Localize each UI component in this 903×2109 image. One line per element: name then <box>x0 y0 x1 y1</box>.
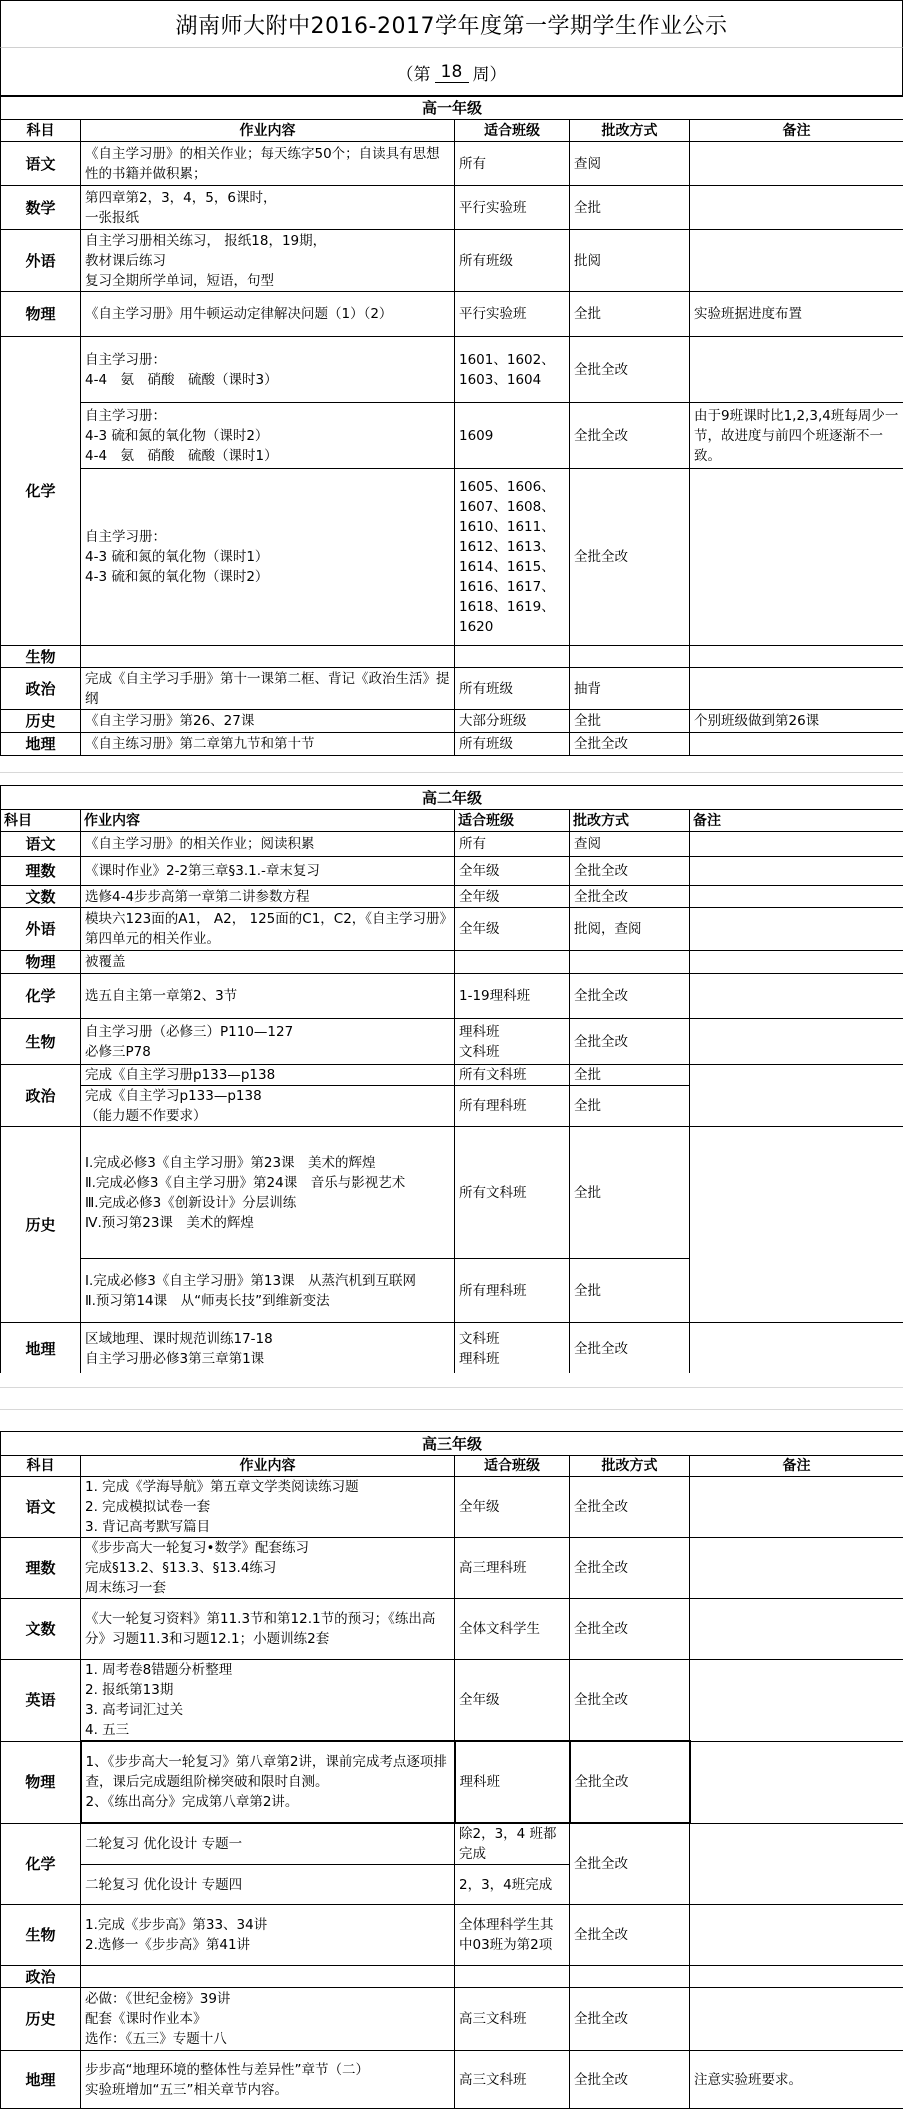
classes-cell <box>455 646 570 668</box>
content-cell: 1. 周考卷8错题分析整理 2. 报纸第13期 3. 高考词汇过关 4. 五三 <box>81 1660 455 1742</box>
subject-cell: 物理 <box>1 1741 81 1823</box>
subject-cell: 语文 <box>1 142 81 186</box>
classes-cell: 1609 <box>455 403 570 469</box>
table-row <box>1 230 903 292</box>
note-cell <box>690 646 903 668</box>
subject-cell: 语文 <box>1 832 81 857</box>
note-cell <box>690 668 903 710</box>
note-cell: 注意实验班要求。 <box>690 2051 903 2109</box>
subject-cell: 化学 <box>1 974 81 1019</box>
content-cell: 自主学习册： 4-4 氨 硝酸 硫酸（课时3） <box>81 337 455 403</box>
note-cell: 实验班据进度布置 <box>690 292 903 337</box>
col-subject: 科目 <box>1 120 81 142</box>
note-cell <box>690 1823 903 1905</box>
table-row <box>1 403 903 469</box>
method-cell <box>570 1966 690 1988</box>
subject-cell: 历史 <box>1 1988 81 2051</box>
subject-cell: 地理 <box>1 733 81 756</box>
subject-cell: 政治 <box>1 1966 81 1988</box>
content-cell: 自主学习册： 4-3 硫和氮的氧化物（课时1） 4-3 硫和氮的氧化物（课时2） <box>81 469 455 646</box>
classes-cell: 理科班 <box>455 1741 570 1823</box>
week-prefix: （第 <box>397 60 431 85</box>
subject-cell: 语文 <box>1 1477 81 1538</box>
subject-cell: 生物 <box>1 646 81 668</box>
classes-cell: 高三文科班 <box>455 1988 570 2051</box>
content-cell <box>81 646 455 668</box>
method-cell: 批阅，查阅 <box>570 908 690 951</box>
content-cell: 步步高“地理环境的整体性与差异性”章节（二） 实验班增加“五三”相关章节内容。 <box>81 2051 455 2109</box>
classes-cell: 全体理科学生其中03班为第2项 <box>455 1905 570 1966</box>
content-cell: 自主学习册相关练习， 报纸18，19期， 教材课后练习 复习全期所学单词，短语，句型 <box>81 230 455 292</box>
table-row <box>1 646 903 668</box>
method-cell: 全批全改 <box>570 1741 690 1823</box>
classes-cell: 所有 <box>455 832 570 857</box>
method-cell: 全批全改 <box>570 886 690 908</box>
classes-cell: 全年级 <box>455 857 570 886</box>
method-cell <box>570 646 690 668</box>
content-cell <box>81 1966 455 1988</box>
subject-cell: 物理 <box>1 951 81 974</box>
table-row <box>1 1323 903 1375</box>
content-cell: 《自主学习册》的相关作业；阅读积累 <box>81 832 455 857</box>
classes-cell: 全年级 <box>455 908 570 951</box>
content-cell: 二轮复习 优化设计 专题一 <box>81 1823 455 1865</box>
table-row <box>1 886 903 908</box>
table-row <box>1 292 903 337</box>
col-classes: 适合班级 <box>455 810 570 832</box>
grade2-title: 高二年级 <box>1 786 903 810</box>
table-row <box>1 908 903 951</box>
note-cell <box>690 186 903 230</box>
content-cell: 1.完成《步步高》第33、34讲 2.选修一《步步高》第41讲 <box>81 1905 455 1966</box>
note-cell <box>690 1660 903 1742</box>
table-row <box>1 668 903 710</box>
subject-cell: 历史 <box>1 710 81 733</box>
subject-cell: 数学 <box>1 186 81 230</box>
subject-cell: 生物 <box>1 1905 81 1966</box>
method-cell: 全批 <box>570 292 690 337</box>
note-cell <box>690 1019 903 1065</box>
method-cell: 全批全改 <box>570 1823 690 1905</box>
col-subject: 科目 <box>1 810 81 832</box>
classes-cell: 大部分班级 <box>455 710 570 733</box>
table-row <box>1 857 903 886</box>
note-cell <box>690 1599 903 1660</box>
content-cell: 自主学习册（必修三）P110—127 必修三P78 <box>81 1019 455 1065</box>
col-content: 作业内容 <box>81 1456 455 1477</box>
note-cell <box>690 1988 903 2051</box>
subject-cell: 理数 <box>1 1538 81 1599</box>
method-cell: 全批 <box>570 1086 690 1127</box>
table-row <box>1 186 903 230</box>
note-cell: 个别班级做到第26课 <box>690 710 903 733</box>
note-cell <box>690 142 903 186</box>
classes-cell: 高三理科班 <box>455 1538 570 1599</box>
subject-cell: 政治 <box>1 1065 81 1127</box>
subject-cell: 外语 <box>1 908 81 951</box>
table-row <box>1 1741 903 1823</box>
classes-cell: 所有文科班 <box>455 1065 570 1086</box>
subject-cell: 物理 <box>1 292 81 337</box>
grade1-title: 高一年级 <box>1 96 903 120</box>
note-cell <box>690 1127 903 1323</box>
content-cell: 完成《自主学习p133—p138 （能力题不作要求） <box>81 1086 455 1127</box>
classes-cell: 全年级 <box>455 886 570 908</box>
classes-cell: 平行实验班 <box>455 186 570 230</box>
classes-cell: 全体文科学生 <box>455 1599 570 1660</box>
table-row <box>1 1599 903 1660</box>
method-cell: 查阅 <box>570 832 690 857</box>
classes-cell: 全年级 <box>455 1477 570 1538</box>
content-cell: 区域地理、课时规范训练17-18 自主学习册必修3第三章第1课 <box>81 1323 455 1375</box>
subject-cell: 历史 <box>1 1127 81 1323</box>
content-cell: 《自主学习册》的相关作业；每天练字50个；自读具有思想性的书籍并做积累； <box>81 142 455 186</box>
col-classes: 适合班级 <box>455 120 570 142</box>
content-cell: 《课时作业》2-2第三章§3.1.-章末复习 <box>81 857 455 886</box>
method-cell: 全批全改 <box>570 1477 690 1538</box>
method-cell: 全批全改 <box>570 1323 690 1375</box>
classes-cell: 平行实验班 <box>455 292 570 337</box>
content-cell: 完成《自主学习手册》第十一课第二框、背记《政治生活》提纲 <box>81 668 455 710</box>
classes-cell: 1-19理科班 <box>455 974 570 1019</box>
subject-cell: 地理 <box>1 2051 81 2109</box>
classes-cell <box>455 1966 570 1988</box>
week-line <box>0 47 903 97</box>
table-row <box>1 710 903 733</box>
note-cell <box>690 1905 903 1966</box>
classes-cell: 1601、1602、 1603、1604 <box>455 337 570 403</box>
table-row <box>1 1988 903 2051</box>
content-cell: 《大一轮复习资料》第11.3节和第12.1节的预习；《练出高分》习题11.3和习题12.1；小题训练2套 <box>81 1599 455 1660</box>
note-cell <box>690 908 903 951</box>
classes-cell: 所有理科班 <box>455 1259 570 1323</box>
method-cell: 全批全改 <box>570 1905 690 1966</box>
content-cell: 《步步高大一轮复习•数学》配套练习 完成§13.2、§13.3、§13.4练习 周末练习一套 <box>81 1538 455 1599</box>
method-cell: 全批全改 <box>570 1660 690 1742</box>
col-note: 备注 <box>690 1456 903 1477</box>
note-cell <box>690 1966 903 1988</box>
subject-cell: 地理 <box>1 1323 81 1375</box>
method-cell: 全批 <box>570 186 690 230</box>
subject-cell: 化学 <box>1 337 81 646</box>
col-method: 批改方式 <box>570 1456 690 1477</box>
method-cell: 抽背 <box>570 668 690 710</box>
col-content: 作业内容 <box>81 810 455 832</box>
method-cell <box>570 951 690 974</box>
classes-cell: 所有班级 <box>455 668 570 710</box>
note-cell <box>690 733 903 756</box>
method-cell: 全批全改 <box>570 857 690 886</box>
note-cell <box>690 886 903 908</box>
method-cell: 全批全改 <box>570 2051 690 2109</box>
table-row <box>1 1538 903 1599</box>
subject-cell: 理数 <box>1 857 81 886</box>
classes-cell: 除2，3，4 班都完成 <box>455 1823 570 1865</box>
note-cell <box>690 1065 903 1127</box>
method-cell: 全批全改 <box>570 1019 690 1065</box>
content-cell: 选五自主第一章第2、3节 <box>81 974 455 1019</box>
table-row <box>1 1823 903 1865</box>
grade3-title: 高三年级 <box>1 1432 903 1456</box>
content-cell: 完成《自主学习册p133—p138 <box>81 1065 455 1086</box>
content-cell: 《自主学习册》用牛顿运动定律解决问题（1）（2） <box>81 292 455 337</box>
table-row <box>1 1660 903 1742</box>
table-row <box>1 1966 903 1988</box>
method-cell: 全批 <box>570 1127 690 1259</box>
table-row <box>1 1905 903 1966</box>
grade2-header-row <box>1 810 903 832</box>
method-cell: 全批全改 <box>570 337 690 403</box>
table-row <box>1 1127 903 1259</box>
classes-cell: 文科班 理科班 <box>455 1323 570 1375</box>
content-cell: 被覆盖 <box>81 951 455 974</box>
classes-cell: 所有 <box>455 142 570 186</box>
subject-cell: 化学 <box>1 1823 81 1905</box>
grade3-table <box>0 1431 903 2109</box>
classes-cell: 全年级 <box>455 1660 570 1742</box>
method-cell: 全批 <box>570 1065 690 1086</box>
table-row <box>1 832 903 857</box>
table-row <box>1 142 903 186</box>
table-row <box>1 951 903 974</box>
spacer <box>0 1373 903 1431</box>
subject-cell: 英语 <box>1 1660 81 1742</box>
content-cell: Ⅰ.完成必修3《自主学习册》第13课 从蒸汽机到互联网 Ⅱ.预习第14课 从“师夷长技”到维新变法 <box>81 1259 455 1323</box>
grade3-header-row <box>1 1456 903 1477</box>
table-row <box>1 337 903 403</box>
content-cell: 《自主学习册》第26、27课 <box>81 710 455 733</box>
note-cell <box>690 1741 903 1823</box>
note-cell <box>690 337 903 403</box>
col-note: 备注 <box>690 810 903 832</box>
table-row <box>1 733 903 756</box>
content-cell: 1、《步步高大一轮复习》第八章第2讲，课前完成考点逐项排查，课后完成题组阶梯突破和限时自测。 2、《练出高分》完成第八章第2讲。 <box>81 1741 455 1823</box>
subject-cell: 政治 <box>1 668 81 710</box>
classes-cell: 1605、1606、 1607、1608、 1610、1611、 1612、1613、 1614、1615、 1616、1617、 1618、1619、 1620 <box>455 469 570 646</box>
method-cell: 全批全改 <box>570 733 690 756</box>
method-cell: 全批 <box>570 710 690 733</box>
table-row <box>1 2051 903 2109</box>
note-cell <box>690 1477 903 1538</box>
week-suffix: 周） <box>473 60 507 85</box>
note-cell <box>690 974 903 1019</box>
page-title: 湖南师大附中2016-2017学年度第一学期学生作业公示 <box>0 0 903 48</box>
table-row <box>1 974 903 1019</box>
col-method: 批改方式 <box>570 810 690 832</box>
note-cell <box>690 1323 903 1375</box>
content-cell: 《自主练习册》第二章第九节和第十节 <box>81 733 455 756</box>
content-cell: 二轮复习 优化设计 专题四 <box>81 1865 455 1905</box>
classes-cell: 所有文科班 <box>455 1127 570 1259</box>
grade1-header-row <box>1 120 903 142</box>
method-cell: 全批 <box>570 1259 690 1323</box>
classes-cell: 高三文科班 <box>455 2051 570 2109</box>
col-content: 作业内容 <box>81 120 455 142</box>
classes-cell: 所有班级 <box>455 230 570 292</box>
method-cell: 全批全改 <box>570 403 690 469</box>
note-cell <box>690 832 903 857</box>
content-cell: 选修4-4步步高第一章第二讲参数方程 <box>81 886 455 908</box>
method-cell: 全批全改 <box>570 974 690 1019</box>
method-cell: 全批全改 <box>570 1599 690 1660</box>
classes-cell: 2，3，4班完成 <box>455 1865 570 1905</box>
method-cell: 查阅 <box>570 142 690 186</box>
subject-cell: 文数 <box>1 886 81 908</box>
content-cell: 第四章第2，3，4，5，6课时， 一张报纸 <box>81 186 455 230</box>
table-row <box>1 469 903 646</box>
note-cell <box>690 857 903 886</box>
note-cell <box>690 230 903 292</box>
content-cell: Ⅰ.完成必修3《自主学习册》第23课 美术的辉煌 Ⅱ.完成必修3《自主学习册》第24课 音乐与影视艺术 Ⅲ.完成必修3《创新设计》分层训练 Ⅳ.预习第23课 美术的辉煌 <box>81 1127 455 1259</box>
note-cell <box>690 951 903 974</box>
table-row <box>1 1065 903 1086</box>
grade1-table <box>0 95 903 756</box>
spacer <box>0 761 903 785</box>
classes-cell <box>455 951 570 974</box>
subject-cell: 外语 <box>1 230 81 292</box>
note-cell: 由于9班课时比1,2,3,4班每周少一节，故进度与前四个班逐渐不一致。 <box>690 403 903 469</box>
content-cell: 自主学习册： 4-3 硫和氮的氧化物（课时2） 4-4 氨 硝酸 硫酸（课时1） <box>81 403 455 469</box>
method-cell: 全批全改 <box>570 1988 690 2051</box>
col-note: 备注 <box>690 120 903 142</box>
classes-cell: 所有理科班 <box>455 1086 570 1127</box>
content-cell: 必做：《世纪金榜》39讲 配套《课时作业本》 选作：《五三》专题十八 <box>81 1988 455 2051</box>
method-cell: 全批全改 <box>570 469 690 646</box>
col-subject: 科目 <box>1 1456 81 1477</box>
col-method: 批改方式 <box>570 120 690 142</box>
table-row <box>1 1477 903 1538</box>
classes-cell: 理科班 文科班 <box>455 1019 570 1065</box>
table-row <box>1 1019 903 1065</box>
content-cell: 1. 完成《学海导航》第五章文学类阅读练习题 2. 完成模拟试卷一套 3. 背记高考默写篇目 <box>81 1477 455 1538</box>
week-number: 18 <box>435 62 469 83</box>
method-cell: 全批全改 <box>570 1538 690 1599</box>
grade2-table <box>0 785 903 1375</box>
note-cell <box>690 469 903 646</box>
note-cell <box>690 1538 903 1599</box>
classes-cell: 所有班级 <box>455 733 570 756</box>
col-classes: 适合班级 <box>455 1456 570 1477</box>
subject-cell: 文数 <box>1 1599 81 1660</box>
method-cell: 批阅 <box>570 230 690 292</box>
content-cell: 模块六123面的A1， A2， 125面的C1，C2，《自主学习册》第四单元的相关作业。 <box>81 908 455 951</box>
subject-cell: 生物 <box>1 1019 81 1065</box>
